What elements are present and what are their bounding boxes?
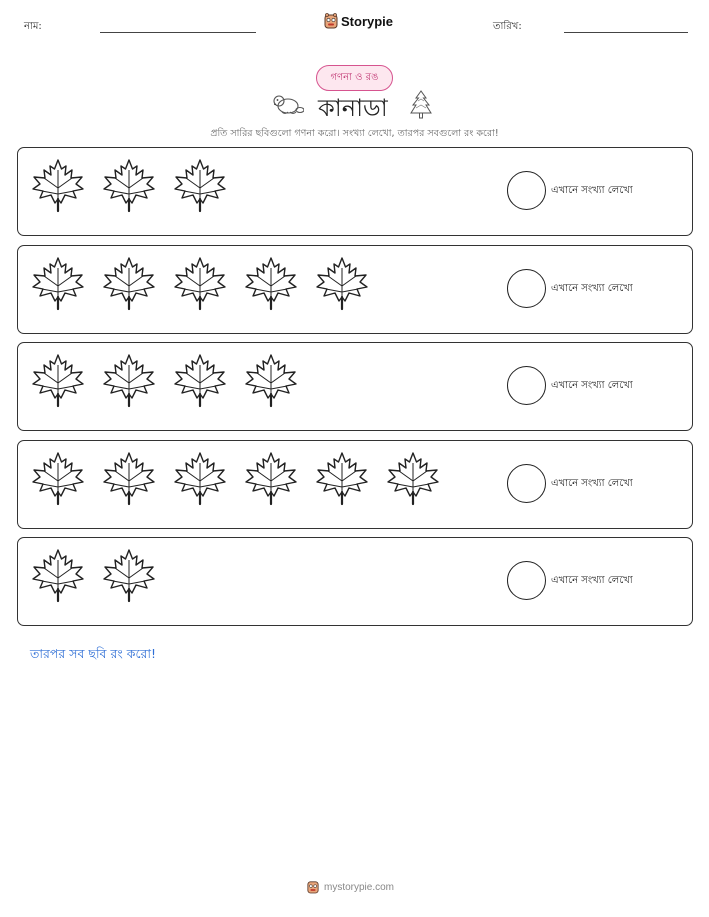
color-instruction: তারপর সব ছবি রং করো!	[30, 646, 156, 661]
answer-label: এখানে সংখ্যা লেখো	[551, 478, 633, 489]
maple-leaf-icon	[101, 548, 157, 606]
leaf-group	[30, 158, 228, 216]
maple-leaf-icon	[314, 451, 370, 509]
maple-leaf-icon	[30, 256, 86, 314]
counting-row	[17, 440, 693, 529]
counting-row	[17, 537, 693, 626]
leaf-group	[30, 451, 441, 509]
maple-leaf-icon	[30, 158, 86, 216]
maple-leaf-icon	[30, 451, 86, 509]
answer-circle[interactable]	[507, 561, 546, 600]
storypie-mascot-icon	[307, 880, 319, 894]
answer-label: এখানে সংখ্যা লেখো	[551, 283, 633, 294]
answer-circle[interactable]	[507, 269, 546, 308]
maple-leaf-icon	[101, 158, 157, 216]
answer-label: এখানে সংখ্যা লেখো	[551, 575, 633, 586]
date-write-line[interactable]	[564, 32, 688, 33]
maple-leaf-icon	[30, 353, 86, 411]
maple-leaf-icon	[172, 158, 228, 216]
page-title: কানাডা	[318, 94, 388, 122]
maple-leaf-icon	[172, 256, 228, 314]
pine-tree-icon	[408, 89, 434, 121]
counting-row	[17, 147, 693, 236]
topic-tag-text: গণনা ও রঙ	[330, 71, 379, 83]
leaf-group	[30, 353, 299, 411]
leaf-group	[30, 548, 157, 606]
maple-leaf-icon	[172, 353, 228, 411]
maple-leaf-icon	[30, 548, 86, 606]
maple-leaf-icon	[243, 256, 299, 314]
site-url: mystorypie.com	[324, 881, 395, 893]
answer-label: এখানে সংখ্যা লেখো	[551, 380, 633, 391]
answer-label: এখানে সংখ্যা লেখো	[551, 185, 633, 196]
name-write-line[interactable]	[100, 32, 256, 33]
worksheet-header	[0, 0, 709, 44]
maple-leaf-icon	[385, 451, 441, 509]
answer-circle[interactable]	[507, 171, 546, 210]
answer-circle[interactable]	[507, 366, 546, 405]
maple-leaf-icon	[101, 451, 157, 509]
topic-tag	[316, 65, 393, 91]
beaver-icon	[270, 92, 304, 116]
storypie-mascot-icon	[324, 13, 338, 29]
brand-name: Storypie	[341, 13, 394, 29]
leaf-group	[30, 256, 370, 314]
maple-leaf-icon	[101, 256, 157, 314]
instruction-text: প্রতি সারির ছবিগুলো গণনা করো। সংখ্যা লেখো, তারপর সবগুলো রং করো!	[210, 128, 499, 139]
date-label: তারিখ:	[493, 21, 522, 32]
counting-row	[17, 342, 693, 431]
maple-leaf-icon	[101, 353, 157, 411]
counting-row	[17, 245, 693, 334]
maple-leaf-icon	[243, 353, 299, 411]
name-label: নাম:	[24, 21, 42, 32]
maple-leaf-icon	[314, 256, 370, 314]
storypie-logo	[324, 13, 393, 29]
answer-circle[interactable]	[507, 464, 546, 503]
maple-leaf-icon	[172, 451, 228, 509]
site-footer	[307, 880, 394, 894]
maple-leaf-icon	[243, 451, 299, 509]
